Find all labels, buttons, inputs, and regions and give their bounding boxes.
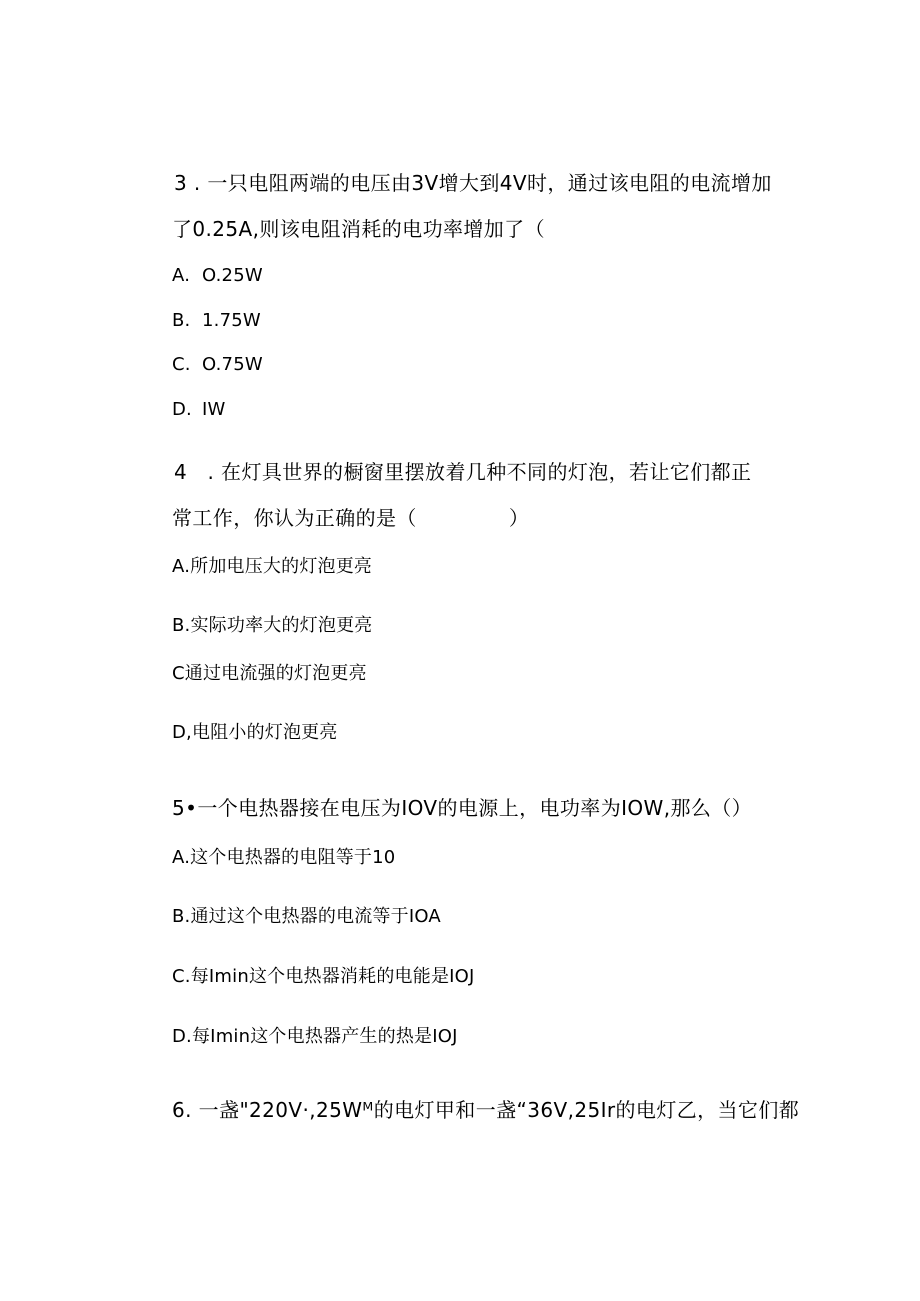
option-text: O.75W (202, 354, 263, 375)
option-text: IW (202, 399, 226, 420)
question-4-line-2 (172, 508, 529, 528)
question-3-option-a (172, 267, 263, 285)
option-letter: D. (172, 399, 192, 420)
question-6-line-1: 6. 一盏"220V·,25Wᴹ的电灯甲和一盏“36V,25Ir的电灯乙，当它们都 (172, 1098, 800, 1122)
option-letter: A. (172, 265, 191, 286)
question-5-line-1: 5•一个电热器接在电压为IOV的电源上，电功率为IOW,那么（） (172, 796, 753, 820)
option-letter: B. (172, 310, 191, 331)
question-5-option-a: A.这个电热器的电阻等于10 (172, 847, 396, 868)
question-4-option-b: B.实际功率大的灯泡更亮 (172, 615, 373, 636)
question-5-option-c: C.每Imin这个电热器消耗的电能是IOJ (172, 966, 475, 987)
option-text: 1.75W (202, 310, 261, 331)
question-5-option-b: B.通过这个电热器的电流等于IOA (172, 906, 441, 927)
question-3-option-b (172, 312, 261, 330)
question-4-close-paren: ） (508, 506, 530, 530)
question-4-line-1: 4 . 在灯具世界的橱窗里摆放着几种不同的灯泡，若让它们都正 (174, 460, 752, 484)
question-4-option-d: D,电阻小的灯泡更亮 (172, 722, 338, 743)
question-4-option-a: A.所加电压大的灯泡更亮 (172, 556, 373, 577)
question-5-option-d: D.每Imin这个电热器产生的热是IOJ (172, 1026, 458, 1047)
question-3-option-d (172, 401, 226, 419)
question-3-line-2: 了0.25A,则该电阻消耗的电功率增加了（ (172, 217, 545, 241)
option-letter: C. (172, 354, 191, 375)
question-4-option-c: C通过电流强的灯泡更亮 (172, 663, 367, 684)
option-text: O.25W (202, 265, 263, 286)
question-4-stem: 常工作，你认为正确的是（ (172, 506, 417, 530)
question-3-line-1: 3 . 一只电阻两端的电压由3V增大到4V时，通过该电阻的电流增加 (174, 171, 772, 195)
question-3-option-c (172, 356, 263, 374)
